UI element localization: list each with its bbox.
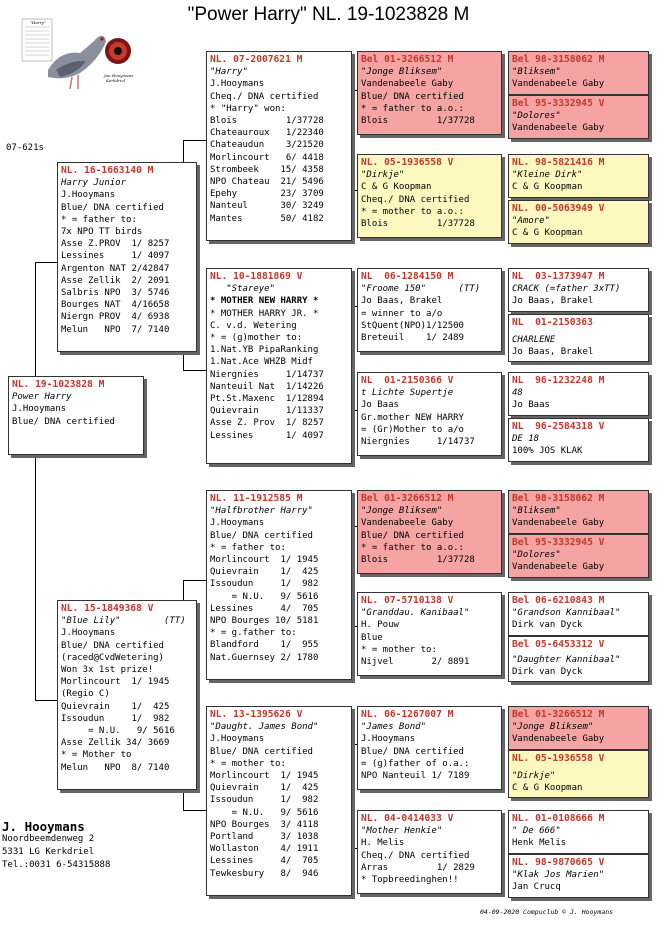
gen4-line: Vandenabeele Gaby [512, 734, 605, 745]
gen3-line: Blois 1/37728 [361, 116, 475, 127]
gen3-line: "Jonge Bliksem" [361, 506, 443, 517]
gen2-line: Pt.St.Maxenc 1/12894 [210, 394, 324, 405]
gen3-line: * = father to a.o.: [361, 542, 464, 553]
logo-right-label-1: Jan Hooymans [104, 73, 134, 78]
gen4-line: Vandenabeele Gaby [512, 79, 605, 90]
sire-line: Bourges NAT 4/16658 [61, 300, 170, 311]
gen2-line: Issoudun 1/ 982 [210, 795, 319, 806]
gen4-ring: Bel 98-3158062 M [512, 493, 605, 504]
gen2-line: * = mother to: [210, 758, 286, 769]
sire-line: Niergn PROV 4/ 6938 [61, 312, 170, 323]
gen2-line: J.Hooymans [210, 518, 265, 529]
gen4-ring: NL. 98-5821416 M [512, 157, 605, 168]
gen3-box [357, 51, 502, 135]
gen3-line: Blue/ DNA certified [361, 91, 464, 102]
owner-phone: Tel.:0031 6-54315888 [2, 860, 111, 870]
gen4-line: "Bliksem" [512, 67, 561, 78]
gen4-line: CHARLENE [512, 335, 556, 346]
gen2-line: * = (g)mother to: [210, 333, 303, 344]
connector-line [183, 370, 206, 371]
subject-line: J.Hooymans [12, 404, 67, 415]
footer-credit: 04-09-2020 Compuclub © J. Hooymans [480, 908, 614, 916]
gen4-line: "Daughter Kannibaal" [512, 655, 621, 666]
gen3-line: Blue/ DNA certified [361, 530, 464, 541]
gen2-line: Nanteul 30/ 3249 [210, 201, 324, 212]
granddam-box [206, 268, 352, 464]
connector-line [35, 700, 57, 701]
logo-right-label-2: Kerkdriel [106, 78, 125, 83]
gen4-box [508, 372, 649, 416]
gen2-line: Wollaston 4/ 1911 [210, 844, 319, 855]
gen3-box [357, 268, 502, 352]
gen4-line: "Kleine Dirk" [512, 170, 583, 181]
gen2-line: Asse Z. Prov 1/ 8257 [210, 418, 324, 429]
sire-line: Harry Junior [61, 178, 127, 189]
dam-line: Asse Zellik 34/ 3669 [61, 738, 170, 749]
gen4-box [508, 490, 649, 534]
gen2-line: Cheq./ DNA certified [210, 91, 319, 102]
gen3-line: t Lichte Supertje [361, 388, 454, 399]
gen4-line: C & G Koopman [512, 228, 583, 239]
gen3-line: "Mother Henkie" [361, 826, 443, 837]
gen3-line: * = mother to a.o.: [361, 206, 464, 217]
sire-line: Asse Zellik 2/ 2091 [61, 275, 170, 286]
gen4-line: Jo Baas, Brakel [512, 347, 594, 358]
gen2-line: Issoudun 1/ 982 [210, 579, 319, 590]
gen2-line: NPO Chateau 21/ 5496 [210, 177, 324, 188]
gen2-line: * = father to: [210, 542, 286, 553]
gen4-box [508, 854, 649, 898]
gen2-line: Blue/ DNA certified [210, 746, 313, 757]
gen3-line: = (g)father of o.a.: [361, 758, 470, 769]
sire-line: Argenton NAT 2/42847 [61, 263, 170, 274]
gen3-line: "Jonge Bliksem" [361, 67, 443, 78]
gen3-line: Gr.mother NEW HARRY [361, 412, 464, 423]
gen4-ring: NL. 01-0108666 M [512, 813, 605, 824]
dam-line: (raced@CvdWetering) [61, 652, 164, 663]
gen3-line: * = father to a.o.: [361, 103, 464, 114]
gen3-box [357, 490, 502, 574]
gen2-line: * "Harry" won: [210, 103, 286, 114]
gen3-box [357, 372, 502, 456]
gen3-ring: NL. 05-1936558 V [361, 157, 454, 168]
gen4-ring: NL. 05-1936558 V [512, 753, 605, 764]
gen3-line: Cheq./ DNA certified [361, 850, 470, 861]
gen4-line: "Dirkje" [512, 771, 556, 782]
gen3-line: Vandenabeele Gaby [361, 79, 454, 90]
connector-line [183, 810, 206, 811]
gen4-line: Jo Baas, Brakel [512, 296, 594, 307]
gen4-line: "Klak Jos Marien" [512, 870, 605, 881]
grandsire-box [206, 51, 352, 241]
dam-pedigree-box [57, 600, 197, 790]
gen2-line: Blandford 1/ 955 [210, 640, 319, 651]
gen2-line: Nat.Guernsey 2/ 1780 [210, 652, 319, 663]
gen2-line: Lessines 4/ 705 [210, 603, 319, 614]
gen2-line: J.Hooymans [210, 79, 265, 90]
gen3-line: Blois 1/37728 [361, 219, 475, 230]
gen4-line: 100% JOS KLAK [512, 446, 583, 457]
gen4-box [508, 592, 649, 636]
subject-ring: NL. 19-1023828 M [12, 379, 105, 390]
gen4-box [508, 154, 649, 198]
owner-address-1: Noordbeemdenweg 2 [2, 834, 95, 844]
gen3-line: Blue [361, 632, 383, 643]
gen2-line: Nanteuil Nat 1/14226 [210, 381, 324, 392]
gen3-line: * Topbreedinghen!! [361, 875, 459, 886]
gen3-line: Breteuil 1/ 2489 [361, 333, 464, 344]
gen2-line: Blue/ DNA certified [210, 530, 313, 541]
gen3-line: J.Hooymans [361, 734, 416, 745]
pigeon-logo-image [20, 15, 140, 100]
gen3-line: Vandenabeele Gaby [361, 518, 454, 529]
dam-line: J.Hooymans [61, 628, 116, 639]
gen2-line: "Harry" [210, 67, 248, 78]
gen2-line: Tewkesbury 8/ 946 [210, 868, 319, 879]
gen4-ring: Bel 05-6453312 V [512, 639, 605, 650]
dam-line: Won 3x 1st prize! [61, 665, 154, 676]
gen2-line: Morlincourt 6/ 4418 [210, 152, 324, 163]
sire-ring: NL. 16-1663140 M [61, 165, 154, 176]
gen3-line: Blois 1/37728 [361, 555, 475, 566]
gen2-line: Morlincourt 1/ 1945 [210, 555, 319, 566]
gen4-box [508, 810, 649, 854]
gen3-ring: NL. 06-1267007 M [361, 709, 454, 720]
gen3-line: H. Melis [361, 838, 405, 849]
grandsire-box [206, 490, 352, 680]
gen3-line: NPO Nanteuil 1/ 7189 [361, 771, 470, 782]
gen4-line: Jan Crucq [512, 882, 561, 893]
gen4-ring: NL 96-2584318 V [512, 421, 605, 432]
gen4-ring: NL. 00-5063949 V [512, 203, 605, 214]
gen4-line: Vandenabeele Gaby [512, 562, 605, 573]
logo-left-label: "Harry" [30, 20, 46, 25]
gen4-line: Henk Melis [512, 838, 567, 849]
gen4-box [508, 534, 649, 578]
subject-line: Power Harry [12, 392, 72, 403]
gen4-ring: Bel 98-3158062 M [512, 54, 605, 65]
gen4-line: "Jonge Bliksem" [512, 722, 594, 733]
gen4-line: C & G Koopman [512, 182, 583, 193]
gen4-line: CRACK (=father 3xTT) [512, 284, 621, 295]
dam-line: Issoudun 1/ 982 [61, 713, 170, 724]
owner-address-2: 5331 LG Kerkdriel [2, 847, 95, 857]
gen4-ring: Bel 06-6210843 M [512, 595, 605, 606]
gen3-box [357, 154, 502, 238]
gen4-box [508, 636, 649, 682]
gen2-line: Quievrain 1/11337 [210, 406, 324, 417]
gen4-line: " De 666" [512, 826, 561, 837]
granddam-box [206, 706, 352, 896]
gen2-line: Epehy 23/ 3709 [210, 189, 324, 200]
dam-line: Morlincourt 1/ 1945 [61, 677, 170, 688]
dam-line: * = Mother to [61, 750, 132, 761]
gen3-line: StQuent(NPO)1/12500 [361, 320, 464, 331]
gen4-line: "Amore" [512, 216, 550, 227]
gen4-line: Jo Baas [512, 400, 550, 411]
gen4-ring: Bel 95-3332945 V [512, 537, 605, 548]
gen4-box [508, 750, 649, 798]
gen2-line: J.Hooymans [210, 734, 265, 745]
connector-line [35, 455, 36, 700]
gen2-line: Mantes 50/ 4182 [210, 213, 324, 224]
page-title: "Power Harry" NL. 19-1023828 M [187, 4, 470, 25]
gen3-line: Arras 1/ 2829 [361, 862, 475, 873]
gen4-line: "Dolores" [512, 550, 561, 561]
gen3-line: * = mother to: [361, 644, 437, 655]
gen4-line: Vandenabeele Gaby [512, 518, 605, 529]
connector-line [35, 262, 36, 376]
gen3-line: H. Pouw [361, 620, 399, 631]
gen3-ring: NL 01-2150366 V [361, 375, 454, 386]
sire-line: Salbris NPO 3/ 5746 [61, 288, 170, 299]
gen3-ring: NL. 07-5710138 V [361, 595, 454, 606]
gen4-line: "Grandson Kannibaal" [512, 608, 621, 619]
sire-line: Blue/ DNA certified [61, 202, 164, 213]
dam-line: (Regio C) [61, 689, 110, 700]
gen4-box [508, 418, 649, 462]
gen2-line: = N.U. 9/ 5616 [210, 807, 319, 818]
gen3-ring: Bel 01-3266512 M [361, 493, 454, 504]
gen3-line: "Dirkje" [361, 170, 405, 181]
gen3-ring: Bel 01-3266512 M [361, 54, 454, 65]
gen2-line: NPO Bourges 10/ 5181 [210, 616, 319, 627]
gen2-line: * MOTHER HARRY JR. * [210, 308, 319, 319]
gen2-line: Quievrain 1/ 425 [210, 567, 319, 578]
sire-line: 7x NPO TT birds [61, 227, 143, 238]
gen2-line: Chateauroux 1/22340 [210, 128, 324, 139]
gen2-line: 1.Nat.Ace WHZB Midf [210, 357, 313, 368]
gen2-line: * MOTHER NEW HARRY * [210, 296, 319, 307]
dam-line: "Blue Lily" (TT) [61, 616, 186, 627]
gen3-line: "James Bond" [361, 722, 427, 733]
connector-line [183, 140, 206, 141]
gen3-box [357, 810, 502, 894]
gen4-line: Dirk van Dyck [512, 620, 583, 631]
gen4-ring: Bel 95-3332945 V [512, 98, 605, 109]
gen3-ring: NL. 04-0414033 V [361, 813, 454, 824]
gen2-ring: NL. 13-1395626 V [210, 709, 303, 720]
gen2-line: = N.U. 9/ 5616 [210, 591, 319, 602]
gen4-box [508, 200, 649, 244]
gen4-box [508, 95, 649, 139]
code-label: 07-621s [6, 143, 44, 153]
gen3-line: C & G Koopman [361, 182, 432, 193]
gen4-box [508, 706, 649, 750]
gen4-line: Dirk van Dyck [512, 667, 583, 678]
gen2-line: * = g.father to: [210, 628, 297, 639]
gen4-ring: NL 96-1232248 M [512, 375, 605, 386]
gen4-box [508, 51, 649, 95]
dam-line: Blue/ DNA certified [61, 640, 164, 651]
gen4-ring: NL. 98-9870665 V [512, 857, 605, 868]
gen4-line: 48 [512, 388, 523, 399]
dam-line: Quievrain 1/ 425 [61, 701, 170, 712]
gen2-line: Chateaudun 3/21520 [210, 140, 324, 151]
dam-ring: NL. 15-1849368 V [61, 603, 154, 614]
gen2-ring: NL. 11-1912585 M [210, 493, 303, 504]
gen3-ring: NL 06-1284150 M [361, 271, 454, 282]
gen3-line: "Froome 150" (TT) [361, 284, 481, 295]
gen4-line: C & G Koopman [512, 783, 583, 794]
gen2-ring: NL. 07-2007621 M [210, 54, 303, 65]
gen3-line: Jo Baas, Brakel [361, 296, 443, 307]
gen2-line: Strombeek 15/ 4358 [210, 164, 324, 175]
gen3-line: = (Gr)Mother to a/o [361, 424, 464, 435]
gen2-line: Portland 3/ 1038 [210, 832, 319, 843]
gen4-line: DE 18 [512, 434, 540, 445]
sire-line: J.Hooymans [61, 190, 116, 201]
dam-line: Melun NPO 8/ 7140 [61, 762, 170, 773]
connector-line [183, 580, 206, 581]
gen3-line: Jo Baas [361, 400, 399, 411]
gen3-line: "Granddau. Kanibaal" [361, 608, 470, 619]
gen4-box [508, 314, 649, 362]
connector-line [35, 262, 57, 263]
sire-line: Asse Z.PROV 1/ 8257 [61, 239, 170, 250]
owner-info [2, 820, 110, 872]
gen4-line: Vandenabeele Gaby [512, 123, 605, 134]
gen3-line: Cheq./ DNA certified [361, 194, 470, 205]
gen3-line: Nijvel 2/ 8891 [361, 657, 470, 668]
gen3-box [357, 592, 502, 676]
sire-line: Melun NPO 7/ 7140 [61, 324, 170, 335]
gen4-line: "Bliksem" [512, 506, 561, 517]
gen3-line: Niergnies 1/14737 [361, 437, 475, 448]
gen4-line: "Dolores" [512, 111, 561, 122]
owner-name: J. Hooymans [2, 819, 85, 834]
gen2-line: "Halfbrother Harry" [210, 506, 313, 517]
sire-line: * = father to: [61, 214, 137, 225]
gen2-line: Lessines 1/ 4097 [210, 430, 324, 441]
sire-pedigree-box [57, 162, 197, 352]
gen2-line: NPO Bourges 3/ 4118 [210, 819, 319, 830]
gen2-line: 1.Nat.YB PipaRanking [210, 345, 319, 356]
gen2-line: "Stareye" [210, 284, 276, 295]
gen2-line: Quievrain 1/ 425 [210, 783, 319, 794]
gen4-ring: NL 03-1373947 M [512, 271, 605, 282]
gen3-box [357, 706, 502, 790]
gen2-line: Morlincourt 1/ 1945 [210, 771, 319, 782]
gen4-ring: NL 01-2150363 [512, 317, 593, 328]
gen2-line: Lessines 4/ 705 [210, 856, 319, 867]
gen2-line: Niergnies 1/14737 [210, 369, 324, 380]
gen4-box [508, 268, 649, 312]
gen3-line: = winner to a/o [361, 308, 443, 319]
gen2-ring: NL. 10-1881869 V [210, 271, 303, 282]
subject-line: Blue/ DNA certified [12, 416, 115, 427]
dam-line: = N.U. 9/ 5616 [61, 726, 175, 737]
gen2-line: "Daught. James Bond" [210, 722, 319, 733]
gen4-ring: Bel 01-3266512 M [512, 709, 605, 720]
gen2-line: C. v.d. Wetering [210, 320, 297, 331]
gen2-line: Blois 1/37728 [210, 116, 324, 127]
sire-line: Lessines 1/ 4097 [61, 251, 170, 262]
subject-pedigree-box [8, 376, 144, 455]
gen3-line: Blue/ DNA certified [361, 746, 464, 757]
